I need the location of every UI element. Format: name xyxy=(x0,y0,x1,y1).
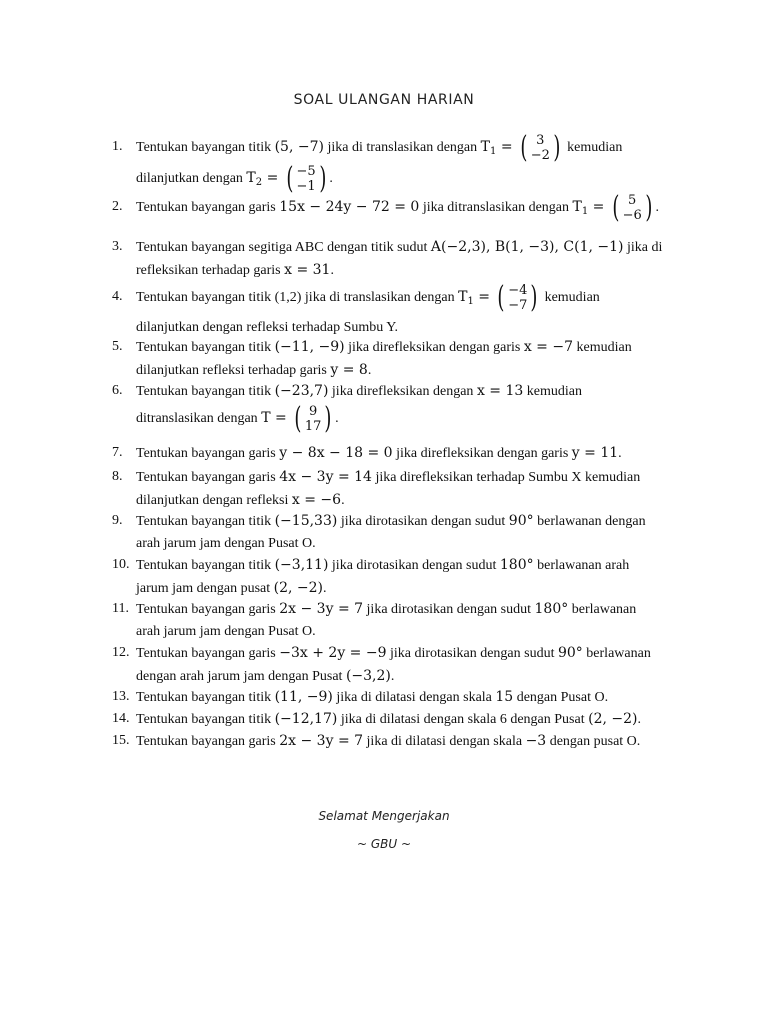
question-text xyxy=(136,554,682,600)
text-run: kemudian xyxy=(523,384,582,399)
math-expression: 15 xyxy=(495,689,514,705)
text-run: . xyxy=(390,669,395,684)
math-expression: x = 13 xyxy=(476,383,524,399)
text-run: Tentukan bayangan garis xyxy=(136,200,280,215)
vector-entry: −4 xyxy=(508,282,528,298)
question-text xyxy=(136,642,682,688)
question-number: 4. xyxy=(112,289,123,304)
text-run: berlawanan xyxy=(568,602,637,617)
math-expression: (11, −9) xyxy=(274,689,333,705)
math-expression: (−11, −9) xyxy=(274,339,345,355)
math-expression: 180° xyxy=(499,557,534,573)
question-text xyxy=(136,279,682,339)
text-run: jika di translasikan dengan xyxy=(323,140,481,155)
text-run: ditranslasikan dengan xyxy=(136,411,262,426)
text-run: Tentukan bayangan garis xyxy=(136,602,280,617)
math-expression: x = −6 xyxy=(291,492,342,508)
question-item xyxy=(112,189,682,225)
vector-entry: −6 xyxy=(622,207,642,223)
math-expression: 90° xyxy=(557,645,583,661)
text-run: Tentukan bayangan garis xyxy=(136,734,280,749)
question-number: 6. xyxy=(112,383,123,398)
question-number: 3. xyxy=(112,239,123,254)
text-run: . xyxy=(323,581,327,596)
math-expression: −3x + 2y = −9 xyxy=(279,645,387,661)
math-expression: 15x − 24y − 72 = 0 xyxy=(279,199,420,215)
text-run: arah jarum jam dengan Pusat O. xyxy=(136,536,316,551)
math-expression: (5, −7) xyxy=(274,139,324,155)
text-run: jika di xyxy=(623,240,663,255)
closing-greeting: Selamat Mengerjakan xyxy=(318,809,450,823)
text-run: Tentukan bayangan titik xyxy=(136,690,275,705)
text-run: berlawanan xyxy=(582,646,651,661)
text-run: dilanjutkan refleksi terhadap garis xyxy=(136,363,331,378)
vector-entry: −5 xyxy=(296,163,316,179)
vector-entry: −2 xyxy=(530,147,550,163)
question-item xyxy=(112,598,682,643)
text-run: jika direfleksikan terhadap Sumbu X kemudian xyxy=(371,470,641,485)
question-number: 7. xyxy=(112,445,123,460)
math-expression: (2, −2) xyxy=(273,580,324,596)
document-title: SOAL ULANGAN HARIAN xyxy=(293,92,475,108)
text-run: jika di dilatasi dengan skala xyxy=(363,734,526,749)
math-expression: T xyxy=(480,139,490,155)
question-item xyxy=(112,708,682,731)
question-number: 9. xyxy=(112,513,123,528)
text-run: dilanjutkan dengan xyxy=(136,171,247,186)
text-run: . xyxy=(618,446,622,461)
text-run: kemudian xyxy=(541,290,600,305)
math-subscript: 1 xyxy=(467,296,474,307)
text-run: . xyxy=(330,263,334,278)
text-run: dengan arah jarum jam dengan Pusat xyxy=(136,669,346,684)
math-expression: 180° xyxy=(534,601,569,617)
question-item xyxy=(112,730,682,753)
question-number: 2. xyxy=(112,199,123,214)
column-vector: ( −5 −1 ) xyxy=(286,160,327,196)
math-expression: = xyxy=(496,139,518,155)
question-text xyxy=(136,236,682,282)
math-subscript: 1 xyxy=(490,146,497,157)
text-run: . xyxy=(341,493,345,508)
question-item xyxy=(112,642,682,688)
math-expression: x = −7 xyxy=(523,339,573,355)
vector-entry: −7 xyxy=(508,297,528,313)
question-text xyxy=(136,466,682,512)
math-expression: A(−2,3), B(1, −3), C(1, −1) xyxy=(430,239,624,255)
text-run: jika dirotasikan dengan sudut xyxy=(363,602,535,617)
math-subscript: 2 xyxy=(255,177,263,188)
question-number: 8. xyxy=(112,469,123,484)
math-expression: (2, −2) xyxy=(588,711,638,727)
question-item xyxy=(112,686,682,709)
vector-entry: 17 xyxy=(304,418,322,434)
text-run: Tentukan bayangan titik xyxy=(136,340,275,355)
text-run: Tentukan bayangan titik xyxy=(136,712,275,727)
question-item xyxy=(112,336,682,382)
text-run: Tentukan bayangan titik xyxy=(136,140,275,155)
math-expression: (−3,2) xyxy=(345,668,391,684)
question-text xyxy=(136,442,682,465)
column-vector: ( −4 −7 ) xyxy=(497,279,538,315)
math-expression: (−12,17) xyxy=(274,711,338,727)
question-number: 13. xyxy=(112,689,130,704)
column-vector: ( 3 −2 ) xyxy=(520,129,561,165)
text-run: jika dirotasikan dengan sudut xyxy=(337,514,509,529)
closing-signoff: ~ GBU ~ xyxy=(356,837,412,851)
question-item xyxy=(112,510,682,555)
math-expression: = xyxy=(473,289,495,305)
question-text xyxy=(136,510,682,555)
math-expression: y = 11 xyxy=(571,445,619,461)
text-run: jika di dilatasi dengan skala xyxy=(332,690,496,705)
text-run: berlawanan dengan xyxy=(533,514,646,529)
question-text xyxy=(136,129,682,196)
question-text xyxy=(136,598,682,643)
question-text xyxy=(136,686,682,709)
text-run: refleksikan terhadap garis xyxy=(136,263,285,278)
math-expression: 90° xyxy=(508,513,534,529)
text-run: Tentukan bayangan titik xyxy=(136,384,275,399)
question-number: 11. xyxy=(112,601,129,616)
text-run: Tentukan bayangan segitiga ABC dengan titik sudut xyxy=(136,240,431,255)
question-number: 12. xyxy=(112,645,130,660)
math-expression: 4x − 3y = 14 xyxy=(279,469,372,485)
question-item xyxy=(112,279,682,339)
question-text xyxy=(136,189,682,225)
question-number: 10. xyxy=(112,557,130,572)
math-expression: −3 xyxy=(525,733,547,749)
text-run: . xyxy=(329,171,333,186)
text-run: . xyxy=(637,712,641,727)
text-run: Tentukan bayangan titik xyxy=(136,558,275,573)
text-run: kemudian xyxy=(573,340,632,355)
math-expression: y = 8 xyxy=(330,362,368,378)
text-run: jika direfleksikan dengan garis xyxy=(392,446,572,461)
text-run: dengan Pusat O. xyxy=(513,690,609,705)
text-run: . xyxy=(367,363,372,378)
text-run: arah jarum jam dengan Pusat O. xyxy=(136,624,316,639)
text-run: jika ditranslasikan dengan xyxy=(419,200,573,215)
vector-entry: 3 xyxy=(536,132,545,148)
question-text xyxy=(136,730,682,753)
text-run: . xyxy=(335,411,339,426)
question-number: 15. xyxy=(112,733,130,748)
question-number: 1. xyxy=(112,139,123,154)
text-run: jika dirotasikan dengan sudut xyxy=(386,646,558,661)
question-text xyxy=(136,336,682,382)
column-vector: ( 5 −6 ) xyxy=(612,189,653,225)
question-text xyxy=(136,708,682,731)
math-expression: (−23,7) xyxy=(274,383,329,399)
question-item xyxy=(112,442,682,465)
text-run: jika direfleksikan dengan xyxy=(328,384,477,399)
math-expression: (−3,11) xyxy=(274,557,329,573)
text-run: Tentukan bayangan garis xyxy=(136,470,280,485)
vector-entry: −1 xyxy=(296,178,316,194)
text-run: Tentukan bayangan titik xyxy=(136,514,275,529)
text-run: Tentukan bayangan garis xyxy=(136,646,280,661)
question-item xyxy=(112,466,682,512)
text-run: kemudian xyxy=(563,140,623,155)
text-run: Tentukan bayangan titik (1,2) jika di translasikan dengan xyxy=(136,290,459,305)
math-expression: 2x − 3y = 7 xyxy=(279,733,364,749)
text-run: Tentukan bayangan garis xyxy=(136,446,280,461)
text-run: berlawanan arah xyxy=(533,558,630,573)
math-expression: x = 31 xyxy=(284,262,331,278)
text-run: jarum jam dengan pusat xyxy=(136,581,274,596)
math-expression: 2x − 3y = 7 xyxy=(279,601,364,617)
math-expression: (−15,33) xyxy=(274,513,338,529)
text-run: jika direfleksikan dengan garis xyxy=(344,340,524,355)
math-expression: = xyxy=(588,199,609,215)
column-vector: ( 9 17 ) xyxy=(294,400,332,436)
math-expression: y − 8x − 18 = 0 xyxy=(279,445,393,461)
vector-entry: 5 xyxy=(628,192,637,208)
math-expression: T xyxy=(458,289,468,305)
text-run: . xyxy=(655,200,659,215)
math-expression: = xyxy=(262,170,283,186)
question-item xyxy=(112,380,682,436)
math-expression: T = xyxy=(261,410,292,426)
question-item xyxy=(112,236,682,282)
question-item xyxy=(112,129,682,196)
question-text xyxy=(136,380,682,436)
text-run: dilanjutkan dengan refleksi xyxy=(136,493,292,508)
math-expression: T xyxy=(246,170,256,186)
text-run: jika dirotasikan dengan sudut xyxy=(328,558,500,573)
question-number: 14. xyxy=(112,711,130,726)
text-run: dengan pusat O. xyxy=(546,734,641,749)
text-run: jika di dilatasi dengan skala 6 dengan Pusat xyxy=(337,712,589,727)
math-subscript: 1 xyxy=(581,206,589,217)
vector-entry: 9 xyxy=(309,403,318,419)
math-expression: T xyxy=(572,199,582,215)
question-item xyxy=(112,554,682,600)
question-number: 5. xyxy=(112,339,123,354)
text-run: dilanjutkan dengan refleksi terhadap Sumbu Y. xyxy=(136,320,399,335)
